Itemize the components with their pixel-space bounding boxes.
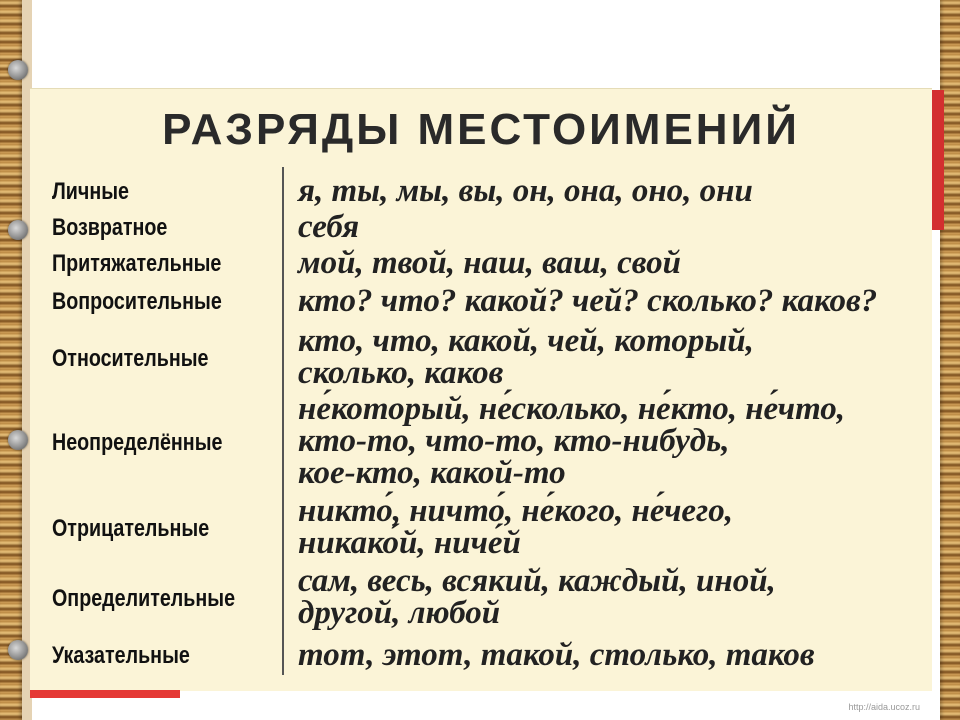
binder-hole-icon xyxy=(8,220,28,240)
pronoun-table-card xyxy=(30,88,932,691)
examples-text: кто? что? какой? чей? сколько? каков? xyxy=(298,283,878,319)
page-title: РАЗРЯДЫ МЕСТОИМЕНИЙ xyxy=(162,105,800,154)
examples-text: сам, весь, всякий, каждый, иной, другой, любой xyxy=(298,563,776,631)
category-label: Возвратное xyxy=(52,214,168,241)
examples-text: кто, что, какой, чей, который, сколько, каков xyxy=(298,323,754,391)
binder-hole-icon xyxy=(8,60,28,80)
column-divider xyxy=(282,167,284,675)
footer-url: http://aida.ucoz.ru xyxy=(848,702,920,712)
examples-text: не́который, не́сколько, не́кто, не́что, кто-то, что-то, кто-нибудь, кое-кто, какой-то xyxy=(298,391,846,491)
binder-hole-icon xyxy=(8,640,28,660)
bottom-red-strip xyxy=(30,690,180,698)
examples-text: никто́, ничто́, не́кого, не́чего, никако́й, ниче́й xyxy=(298,493,733,561)
examples-text: я, ты, мы, вы, он, она, оно, они xyxy=(298,173,753,209)
category-label: Вопросительные xyxy=(52,288,222,315)
examples-text: себя xyxy=(298,209,360,245)
examples-text: мой, твой, наш, ваш, свой xyxy=(298,245,681,281)
category-label: Определительные xyxy=(52,585,236,612)
category-label: Относительные xyxy=(52,345,209,372)
binder-hole-icon xyxy=(8,430,28,450)
category-label: Неопределённые xyxy=(52,429,223,456)
category-label: Указательные xyxy=(52,642,190,669)
category-label: Притяжательные xyxy=(52,250,222,277)
category-label: Личные xyxy=(52,178,129,205)
left-spiral-binding xyxy=(0,0,22,720)
right-red-tab xyxy=(932,90,944,230)
examples-text: тот, этот, такой, столько, таков xyxy=(298,637,815,673)
category-label: Отрицательные xyxy=(52,515,210,542)
